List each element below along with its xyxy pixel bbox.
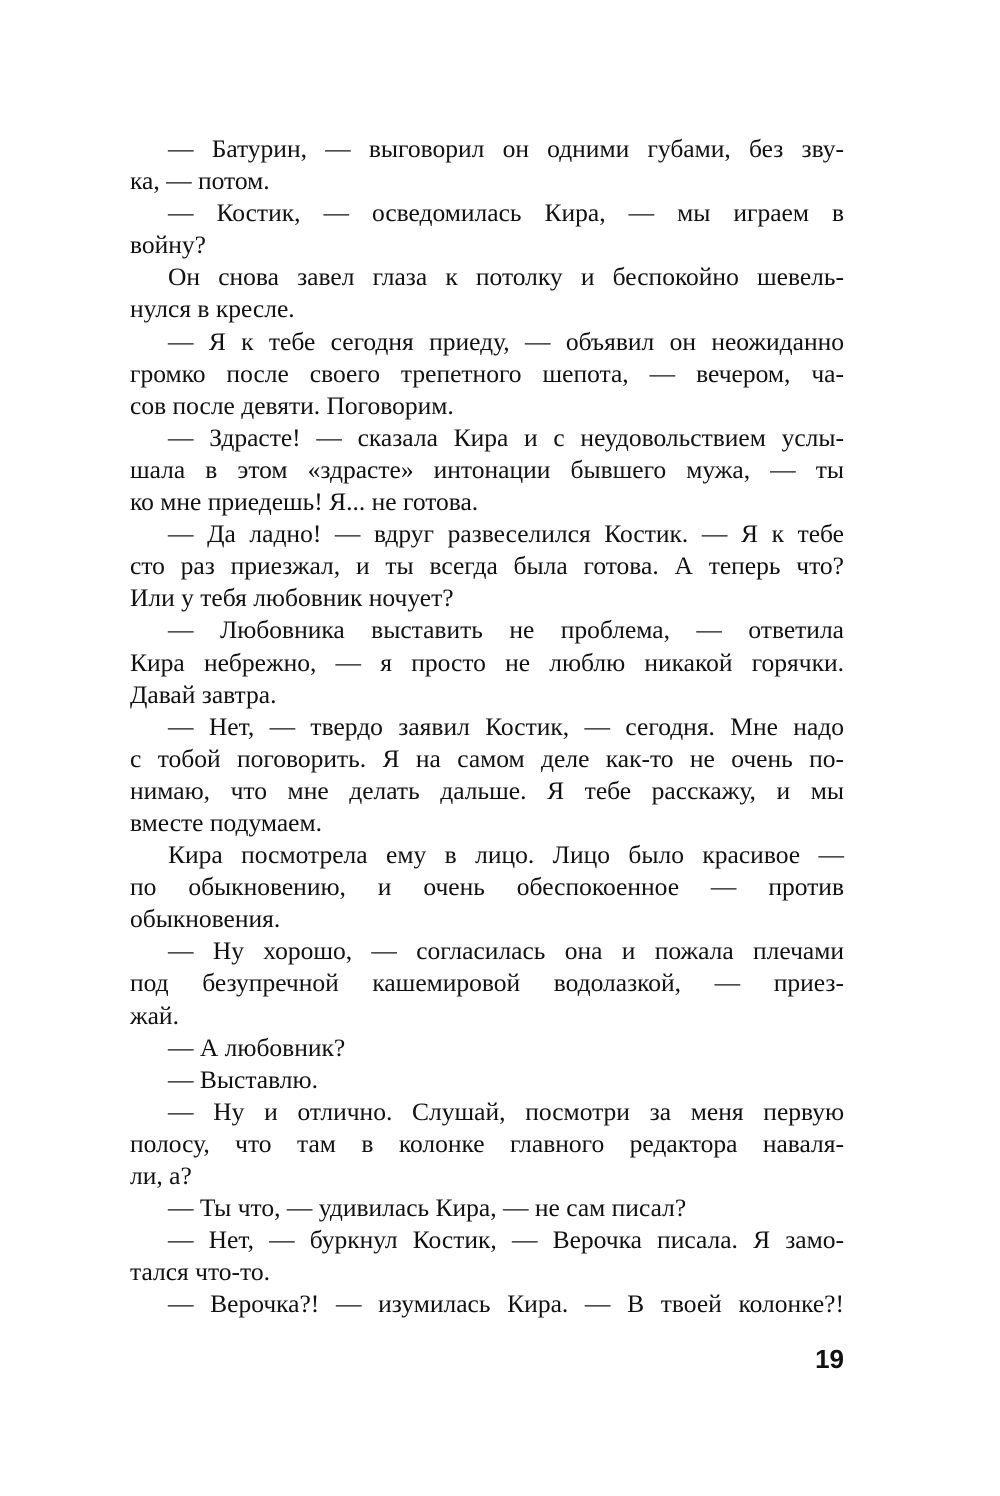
text-line: сто раз приезжал, и ты всегда была готова. А теперь что? — [130, 551, 844, 581]
text-line: Или у тебя любовник ночует? — [130, 583, 454, 613]
text-line: полосу, что там в колонке главного редактора наваля- — [130, 1128, 844, 1158]
text-line: — Ты что, — удивилась Кира, — не сам писал? — [168, 1193, 687, 1223]
text-line: ка, — потом. — [130, 166, 270, 196]
text-line: — Любовника выставить не проблема, — ответила — [168, 615, 844, 645]
text-line: Он снова завел глаза к потолку и беспокойно шевель- — [168, 262, 844, 292]
text-line: — А любовник? — [168, 1032, 346, 1062]
text-line: вместе подумаем. — [130, 807, 323, 837]
text-line: ли, а? — [130, 1161, 192, 1190]
text-line: Давай завтра. — [130, 679, 277, 709]
text-line: — Ну хорошо, — согласилась она и пожала плечами — [168, 936, 844, 966]
text-line: — Нет, — твердо заявил Костик, — сегодня. Мне надо — [168, 711, 844, 741]
body-text — [130, 133, 844, 1320]
text-line: шала в этом «здрасте» интонации бывшего мужа, — ты — [130, 454, 844, 484]
text-line: под безупречной кашемировой водолазкой, — приез- — [130, 968, 844, 998]
page-number: 19 — [815, 1344, 844, 1374]
text-line: жай. — [130, 1000, 179, 1030]
text-line: — Нет, — буркнул Костик, — Верочка писала. Я замо- — [168, 1225, 844, 1255]
book-page — [130, 133, 844, 1353]
text-line: — Костик, — осведомилась Кира, — мы играем в — [168, 198, 844, 228]
text-line: ко мне приедешь! Я... не готова. — [130, 487, 479, 517]
text-line: с тобой поговорить. Я на самом деле как-то не очень по- — [130, 743, 844, 773]
text-line: обыкновения. — [130, 904, 281, 934]
text-line: — Я к тебе сегодня приеду, — объявил он неожиданно — [168, 326, 844, 356]
text-line: сов после девяти. Поговорим. — [130, 390, 454, 420]
text-line: войну? — [130, 230, 206, 260]
text-line: нулся в кресле. — [130, 294, 295, 324]
text-line: Кира небрежно, — я просто не люблю никакой горячки. — [130, 647, 844, 677]
text-line: — Ну и отлично. Слушай, посмотри за меня первую — [168, 1096, 844, 1126]
text-line: — Здрасте! — сказала Кира и с неудовольствием услы- — [168, 422, 844, 452]
text-line: — Верочка?! — изумилась Кира. — В твоей колонке?! — [168, 1289, 844, 1319]
text-line: — Батурин, — выговорил он одними губами, без зву- — [168, 134, 844, 163]
text-line: нимаю, что мне делать дальше. Я тебе расскажу, и мы — [130, 775, 844, 805]
text-line: — Да ладно! — вдруг развеселился Костик. — Я к тебе — [168, 519, 844, 549]
text-line: громко после своего трепетного шепота, — вечером, ча- — [130, 358, 844, 388]
text-line: тался что-то. — [130, 1257, 270, 1287]
text-line: Кира посмотрела ему в лицо. Лицо было красивое — — [168, 840, 844, 870]
text-line: по обыкновению, и очень обеспокоенное — против — [130, 872, 844, 902]
text-line: — Выставлю. — [168, 1064, 318, 1094]
